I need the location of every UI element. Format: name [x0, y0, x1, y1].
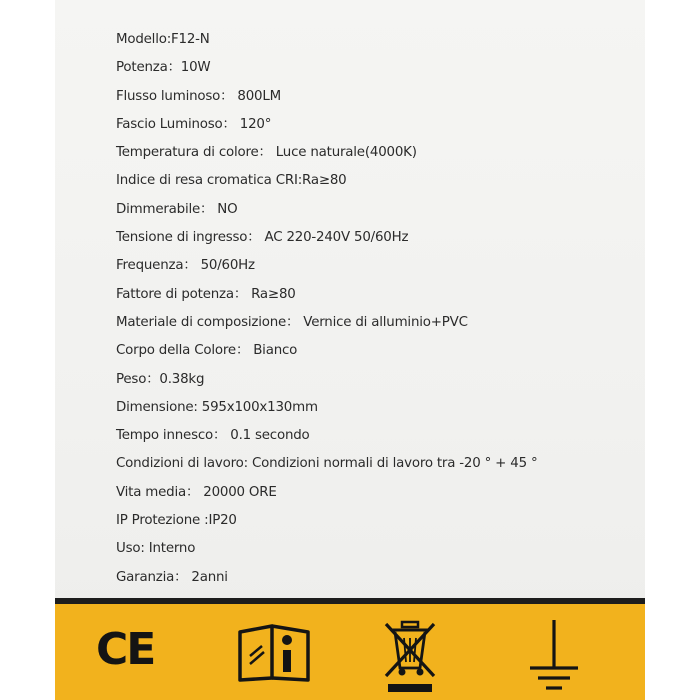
ground-earth-icon: [522, 618, 586, 694]
spec-model: Modello:F12-N: [116, 32, 210, 47]
spec-warranty: Garanzia： 2anni: [116, 569, 228, 585]
weee-crossed-bin-icon: [380, 618, 440, 694]
spec-lifetime: Vita media： 20000 ORE: [116, 484, 277, 500]
spec-ip-rating: IP Protezione :IP20: [116, 513, 237, 529]
spec-luminous-flux: Flusso luminoso： 800LM: [116, 88, 281, 104]
spec-list: [116, 26, 636, 592]
spec-start-time: Tempo innesco： 0.1 secondo: [116, 428, 310, 444]
spec-input-voltage: Tensione di ingresso： AC 220-240V 50/60Hz: [116, 230, 409, 246]
spec-power-factor: Fattore di potenza： Ra≥80: [116, 286, 296, 302]
spec-material: Materiale di composizione： Vernice di alluminio+PVC: [116, 314, 468, 330]
spec-color-temperature: Temperatura di colore： Luce naturale(4000K): [116, 145, 417, 161]
spec-dimensions: Dimensione: 595x100x130mm: [116, 399, 318, 415]
ce-mark-icon: CE: [96, 624, 155, 675]
spec-beam-angle: Fascio Luminoso： 120°: [116, 116, 272, 132]
spec-dimmable: Dimmerabile： NO: [116, 201, 238, 217]
spec-weight: Peso：0.38kg: [116, 371, 205, 387]
spec-cri: Indice di resa cromatica CRI:Ra≥80: [116, 173, 347, 189]
spec-usage: Uso: Interno: [116, 541, 196, 557]
spec-working-conditions: Condizioni di lavoro: Condizioni normali di lavoro tra -20 ° + 45 °: [116, 456, 538, 472]
spec-power: Potenza：10W: [116, 60, 211, 76]
spec-body-color: Corpo della Colore： Bianco: [116, 343, 298, 359]
spec-frequency: Frequenza： 50/60Hz: [116, 258, 255, 274]
manual-info-icon: [236, 624, 312, 682]
